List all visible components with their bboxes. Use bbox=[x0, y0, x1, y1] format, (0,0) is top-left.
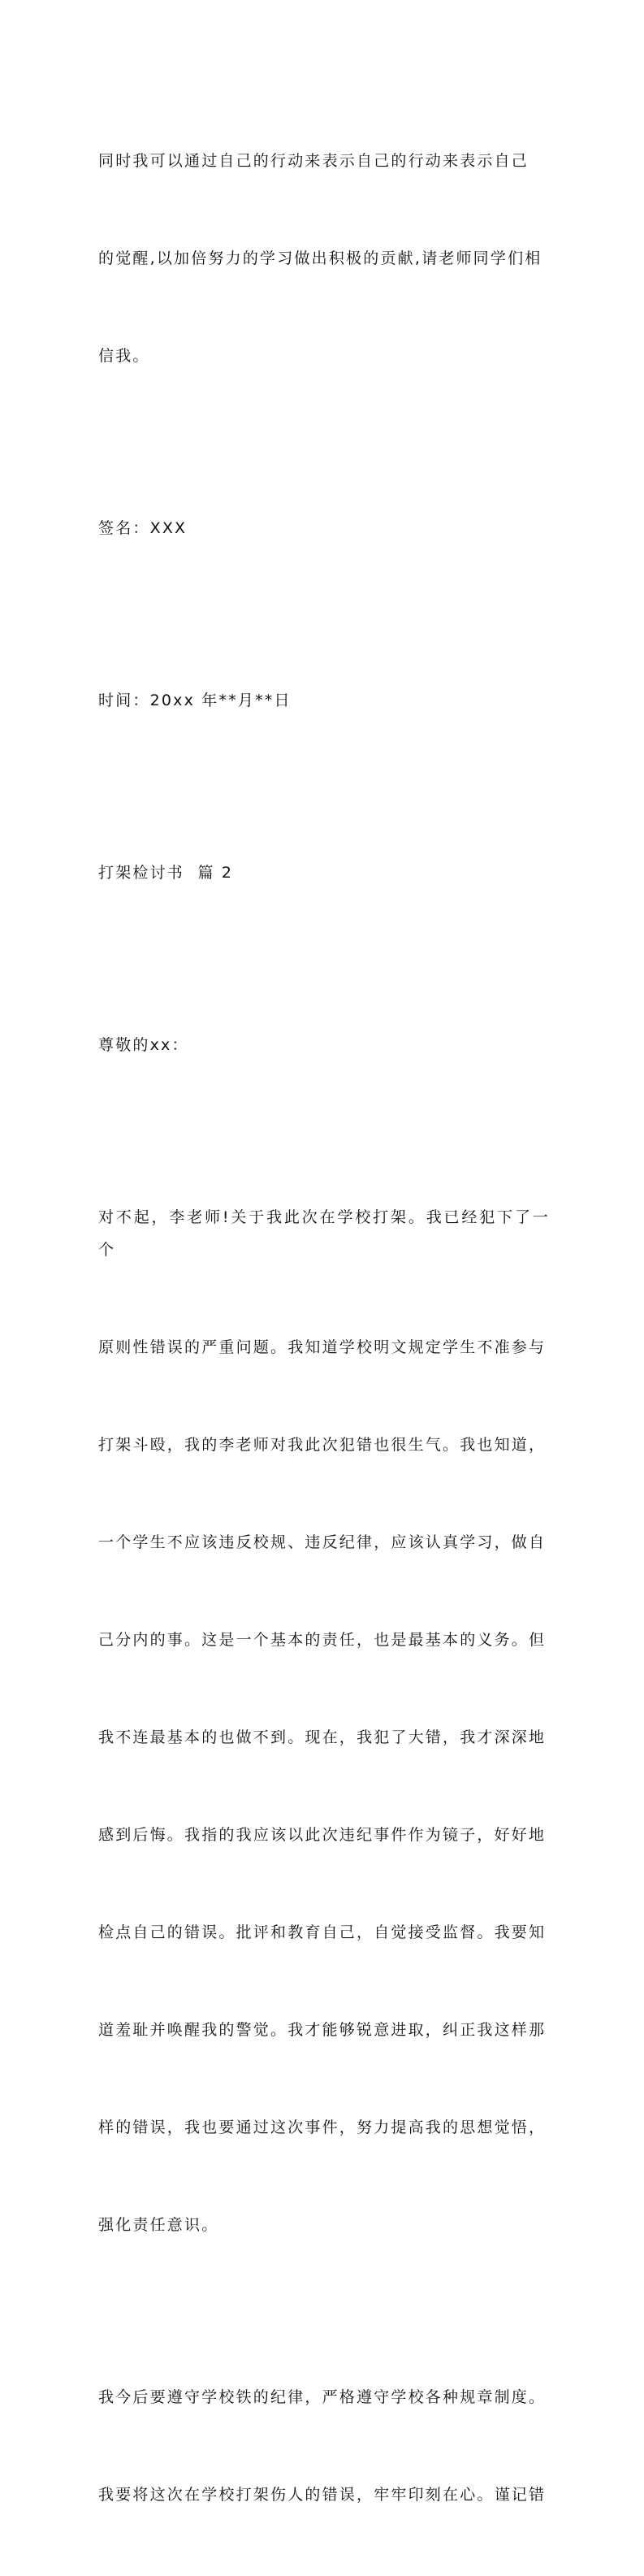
text-line: 的觉醒,以加倍努力的学习做出积极的贡献,请老师同学们相 bbox=[98, 249, 542, 267]
document-body bbox=[98, 80, 550, 2576]
text-line: 原则性错误的严重问题。我知道学校明文规定学生不准参与 bbox=[98, 1338, 547, 1356]
text-line: 我要将这次在学校打架伤人的错误，牢牢印刻在心。谨记错 bbox=[98, 2486, 547, 2504]
salutation bbox=[98, 964, 550, 1126]
text-line: 我今后要遵守学校铁的纪律，严格遵守学校各种规章制度。 bbox=[98, 2388, 547, 2406]
section-heading bbox=[98, 791, 550, 954]
text-line: 对不起，李老师!关于我此次在学校打架。我已经犯下了一个 bbox=[98, 1208, 550, 1259]
text-line: 信我。 bbox=[98, 347, 150, 365]
text-line: 我不连最基本的也做不到。现在，我犯了大错，我才深深地 bbox=[98, 1728, 547, 1746]
text-line: 一个学生不应该违反校规、违反纪律，应该认真学习，做自 bbox=[98, 1533, 547, 1551]
section-heading-text: 打架检讨书 篇 2 bbox=[98, 864, 234, 882]
text-line: 检点自己的错误。批评和教育自己，自觉接受监督。我要知 bbox=[98, 1923, 547, 1941]
signature-line bbox=[98, 447, 550, 609]
text-line: 强化责任意识。 bbox=[98, 2216, 219, 2234]
text-line: 己分内的事。这是一个基本的责任，也是最基本的义务。但 bbox=[98, 1631, 547, 1649]
text-line: 同时我可以通过自己的行动来表示自己的行动来表示自己 bbox=[98, 152, 529, 170]
date-line bbox=[98, 619, 550, 782]
text-line: 打架斗殴，我的李老师对我此次犯错也很生气。我也知道， bbox=[98, 1436, 547, 1454]
date-text: 时间：20xx 年**月**日 bbox=[98, 692, 292, 709]
text-line: 道羞耻并唤醒我的警觉。我才能够锐意进取，纠正我这样那 bbox=[98, 2021, 547, 2039]
body-paragraph-2 bbox=[98, 2316, 550, 2576]
text-line: 感到后悔。我指的我应该以此次违纪事件作为镜子，好好地 bbox=[98, 1826, 547, 1844]
salutation-text: 尊敬的xx： bbox=[98, 1036, 189, 1054]
signature-text: 签名：XXX bbox=[98, 519, 188, 537]
body-paragraph-1 bbox=[98, 1136, 550, 2306]
text-line: 样的错误，我也要通过这次事件，努力提高我的思想觉悟， bbox=[98, 2118, 547, 2136]
closing-paragraph bbox=[98, 80, 550, 437]
